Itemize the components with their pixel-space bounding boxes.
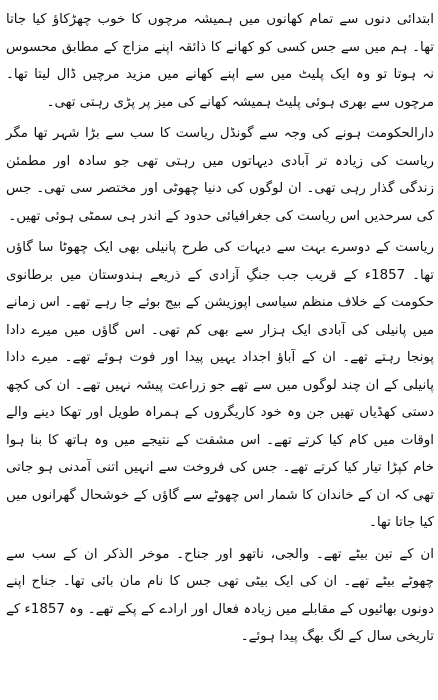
paragraph-capital-gondal: دارالحکومت ہونے کی وجہ سے گونڈل ریاست کا سب سے بڑا شہر تھا مگر ریاست کی زیادہ تر آبادی دیہاتوں میں رہتی تھی جو سادہ اور مطمئن زندگی گذار رہی تھی۔ ان لوگوں کی دنیا چھوٹی اور مختصر سی تھی۔ جس کی سرحدیں اس ریاست کی جغرافیائی حدود کے اندر ہی سمٹی ہوئی تھیں۔ (6, 126, 434, 224)
paragraph-three-sons: ان کے تین بیٹے تھے۔ والجی، ناتھو اور جناح۔ موخر الذکر ان کے سب سے چھوٹے بیٹے تھے۔ ان کی ایک بیٹی تھی جس کا نام مان بائی تھا۔ جناح اپنے دونوں بھائیوں کے مقابلے میں زیادہ فعال اور ارادے کے پکے تھے۔ وہ 1857ء کے تاریخی سال کے لگ بھگ پیدا ہوئے۔ (6, 546, 434, 644)
paragraph-panili-village: ریاست کے دوسرے بہت سے دیہات کی طرح پانیلی بھی ایک چھوٹا سا گاؤں تھا۔ 1857ء کے قریب جب جنگِ آزادی کے ذریعے ہندوستان میں برطانوی حکومت کے خلاف منظم سیاسی اپوزیشن کے بیج بوئے جا رہے تھے۔ اس زمانے میں پانیلی کی آبادی ایک ہزار سے بھی کم تھی۔ اس گاؤں میں میرے دادا پونجا رہتے تھے۔ ان کے آباؤ اجداد یہیں پیدا اور فوت ہوئے تھے۔ میرے دادا پانیلی کے ان چند لوگوں میں سے تھے جو زراعت پیشہ نہیں تھے۔ ان کی کچھ دستی کھڈیاں تھیں جن وہ خود کاریگروں کے ہمراہ طویل اور تھکا دینے والے اوقات میں کام کیا کرتے تھے۔ اس مشقت کے نتیجے میں وہ ہاتھ کا بنا ہوا خام کپڑا تیار کیا کرتے تھے۔ جس کی فروخت سے انہیں اتنی آمدنی ہو جاتی تھی کہ ان کے خاندان کا شمار اس چھوٹے سے گاؤں کے خوشحال گھرانوں میں کیا جاتا تھا۔ (6, 240, 434, 530)
paragraph-chilies: ابتدائی دنوں سے تمام کھانوں میں ہمیشہ مرچوں کا خوب چھڑکاؤ کیا جاتا تھا۔ ہم میں سے جس کسی کو کھانے کا ذائقہ اپنے مزاج کے مطابق محسوس نہ ہوتا تو وہ ایک پلیٹ میں سے اپنے کھانے میں مزید مرچیں ڈال لیتا تھا۔ مرچوں سے بھری ہوئی پلیٹ ہمیشہ کھانے کی میز پر پڑی رہتی تھی۔ (6, 12, 434, 110)
